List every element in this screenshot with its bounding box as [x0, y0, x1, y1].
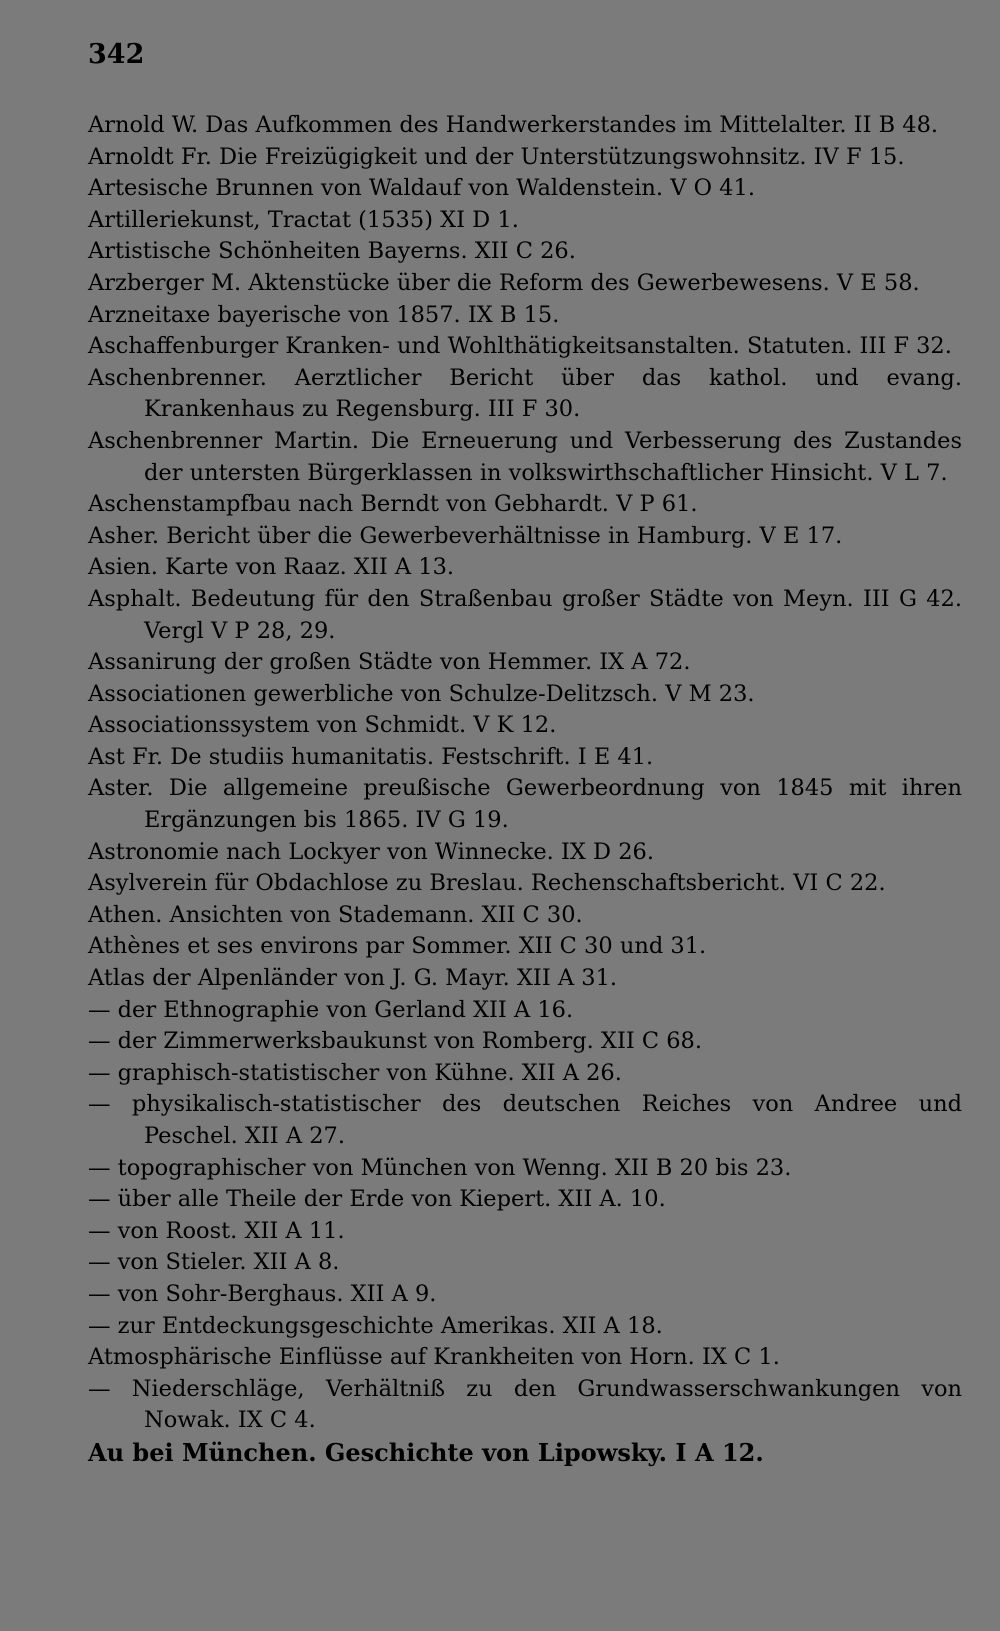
index-entry: — über alle Theile der Erde von Kiepert. XII A. 10.: [88, 1186, 666, 1213]
index-entry: Asien. Karte von Raaz. XII A 13.: [88, 554, 455, 581]
index-entry: Aster. Die allgemeine preußische Gewerbeordnung von 1845 mit ihren Ergänzungen bis 1865. IV G 19.: [88, 775, 962, 834]
index-entry: Atmosphärische Einflüsse auf Krankheiten von Horn. IX C 1.: [88, 1344, 780, 1371]
index-entry: — von Roost. XII A 11.: [88, 1217, 345, 1244]
index-entry: Assanirung der großen Städte von Hemmer. IX A 72.: [88, 649, 691, 676]
index-entry: — graphisch-statistischer von Kühne. XII A 26.: [88, 1059, 622, 1086]
index-entry: — zur Entdeckungsgeschichte Amerikas. XII A 18.: [88, 1312, 663, 1339]
index-entry: Athen. Ansichten von Stademann. XII C 30.: [88, 901, 583, 928]
index-entry: Artistische Schönheiten Bayerns. XII C 26.: [88, 238, 576, 265]
index-entry: — der Zimmerwerksbaukunst von Romberg. XII C 68.: [88, 1028, 703, 1055]
index-entry: Asylverein für Obdachlose zu Breslau. Rechenschaftsbericht. VI C 22.: [88, 870, 886, 897]
index-entries: [88, 110, 962, 1469]
index-entry: Associationssystem von Schmidt. V K 12.: [88, 712, 557, 739]
index-entry: Astronomie nach Lockyer von Winnecke. IX D 26.: [88, 838, 654, 865]
index-entry: — von Sohr-Berghaus. XII A 9.: [88, 1280, 437, 1307]
index-entry: Atlas der Alpenländer von J. G. Mayr. XII A 31.: [88, 965, 618, 992]
index-entry: Asphalt. Bedeutung für den Straßenbau großer Städte von Meyn. III G 42. Vergl V P 28, 29.: [88, 585, 962, 644]
index-entry: Artesische Brunnen von Waldauf von Waldenstein. V O 41.: [88, 175, 755, 202]
index-entry: Arnold W. Das Aufkommen des Handwerkerstandes im Mittelalter. II B 48.: [88, 112, 939, 138]
index-entry: — Niederschläge, Verhältniß zu den Grundwasserschwankungen von Nowak. IX C 4.: [88, 1375, 962, 1434]
index-entry: — topographischer von München von Wenng. XII B 20 bis 23.: [88, 1154, 792, 1181]
index-entry: Asher. Bericht über die Gewerbeverhältnisse in Hamburg. V E 17.: [88, 522, 843, 549]
index-entry: Aschaffenburger Kranken- und Wohlthätigkeitsanstalten. Statuten. III F 32.: [88, 333, 952, 360]
page-number: 342: [88, 39, 145, 70]
index-entry: Aschenbrenner. Aerztlicher Bericht über das kathol. und evang. Krankenhaus zu Regensburg. III F 30.: [88, 364, 962, 423]
index-entry: Athènes et ses environs par Sommer. XII C 30 und 31.: [88, 933, 707, 960]
index-entry: Aschenbrenner Martin. Die Erneuerung und Verbesserung des Zustandes der untersten Bürgerklassen in volkswirthschaftlicher Hinsicht. V L 7.: [88, 427, 962, 486]
index-entry: Associationen gewerbliche von Schulze-Delitzsch. V M 23.: [88, 680, 755, 707]
index-entry: — von Stieler. XII A 8.: [88, 1249, 340, 1276]
index-entry: Arzberger M. Aktenstücke über die Reform des Gewerbewesens. V E 58.: [88, 269, 920, 296]
index-entry: Arnoldt Fr. Die Freizügigkeit und der Unterstützungswohnsitz. IV F 15.: [88, 143, 905, 170]
index-entry: Au bei München. Geschichte von Lipowsky. I A 12.: [88, 1437, 764, 1467]
index-entry: Arzneitaxe bayerische von 1857. IX B 15.: [88, 301, 560, 328]
index-entry: — der Ethnographie von Gerland XII A 16.: [88, 996, 574, 1023]
index-entry: — physikalisch-statistischer des deutschen Reiches von Andree und Peschel. XII A 27.: [88, 1091, 962, 1149]
index-entry: Ast Fr. De studiis humanitatis. Festschrift. I E 41.: [88, 743, 654, 770]
index-entry: Artilleriekunst, Tractat (1535) XI D 1.: [88, 206, 519, 233]
index-entry: Aschenstampfbau nach Berndt von Gebhardt. V P 61.: [88, 491, 698, 518]
